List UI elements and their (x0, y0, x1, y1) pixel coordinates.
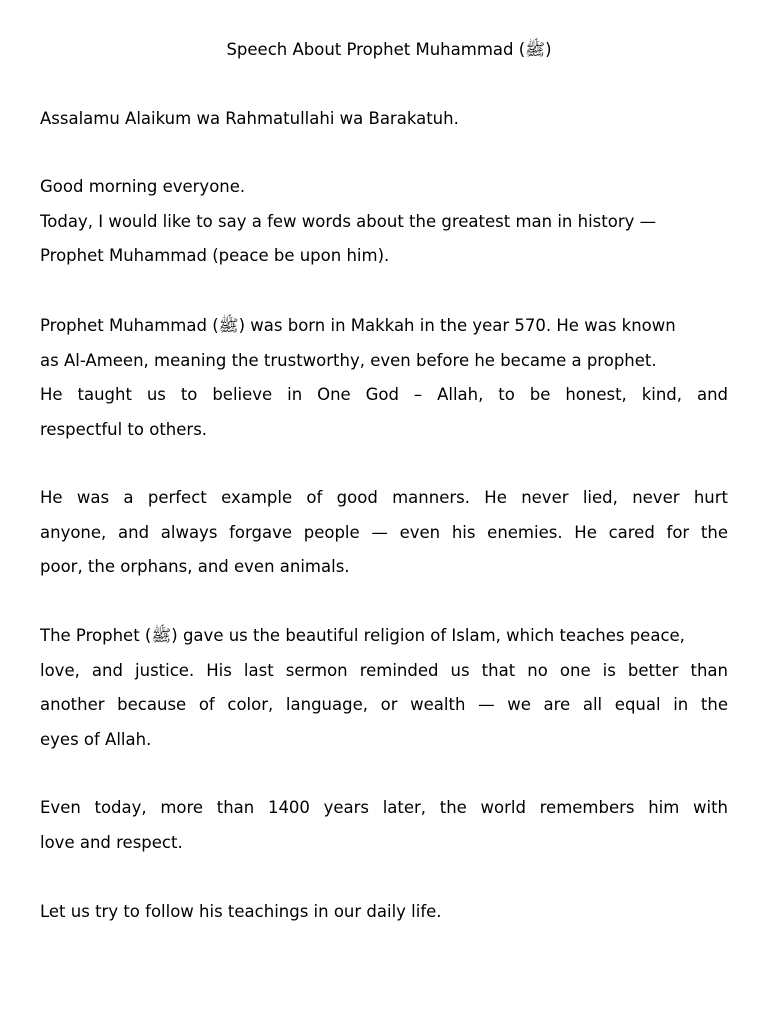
today-line-2: love and respect. (40, 832, 183, 852)
intro-paragraph (40, 170, 728, 274)
greeting-paragraph (40, 102, 728, 137)
islam-line-4: eyes of Allah. (40, 729, 152, 749)
manners-line-2: anyone, and always forgave people — even his enemies. He cared for the (40, 522, 728, 542)
manners-line-3: poor, the orphans, and even animals. (40, 557, 350, 576)
birth-line-2: as Al-Ameen, meaning the trustworthy, even before he became a prophet. (40, 350, 657, 370)
today-paragraph (40, 791, 728, 860)
closing-paragraph (40, 895, 728, 930)
manners-paragraph (40, 481, 728, 585)
greeting-text: Assalamu Alaikum wa Rahmatullahi wa Barakatuh. (40, 109, 459, 128)
islam-line-1: The Prophet (ﷺ) gave us the beautiful religion of Islam, which teaches peace, (40, 626, 685, 645)
birth-line-1: Prophet Muhammad (ﷺ) was born in Makkah in the year 570. He was known (40, 316, 676, 335)
birth-paragraph (40, 309, 728, 447)
birth-line-3: He taught us to believe in One God – Allah, to be honest, kind, and (40, 385, 728, 404)
islam-paragraph (40, 619, 728, 757)
islam-line-3: another because of color, language, or wealth — we are all equal in the (40, 695, 728, 714)
today-line-1: Even today, more than 1400 years later, the world remembers him with (40, 798, 728, 817)
manners-line-1: He was a perfect example of good manners. He never lied, never hurt (40, 488, 728, 507)
intro-line-2: Today, I would like to say a few words about the greatest man in history — (40, 211, 657, 231)
page-title: Speech About Prophet Muhammad (ﷺ) (226, 40, 552, 59)
intro-line-3: Prophet Muhammad (peace be upon him). (40, 246, 390, 265)
closing-text: Let us try to follow his teachings in our daily life. (40, 902, 442, 921)
birth-line-4: respectful to others. (40, 419, 208, 439)
intro-line-1: Good morning everyone. (40, 177, 246, 196)
islam-line-2: love, and justice. His last sermon reminded us that no one is better than (40, 660, 728, 680)
